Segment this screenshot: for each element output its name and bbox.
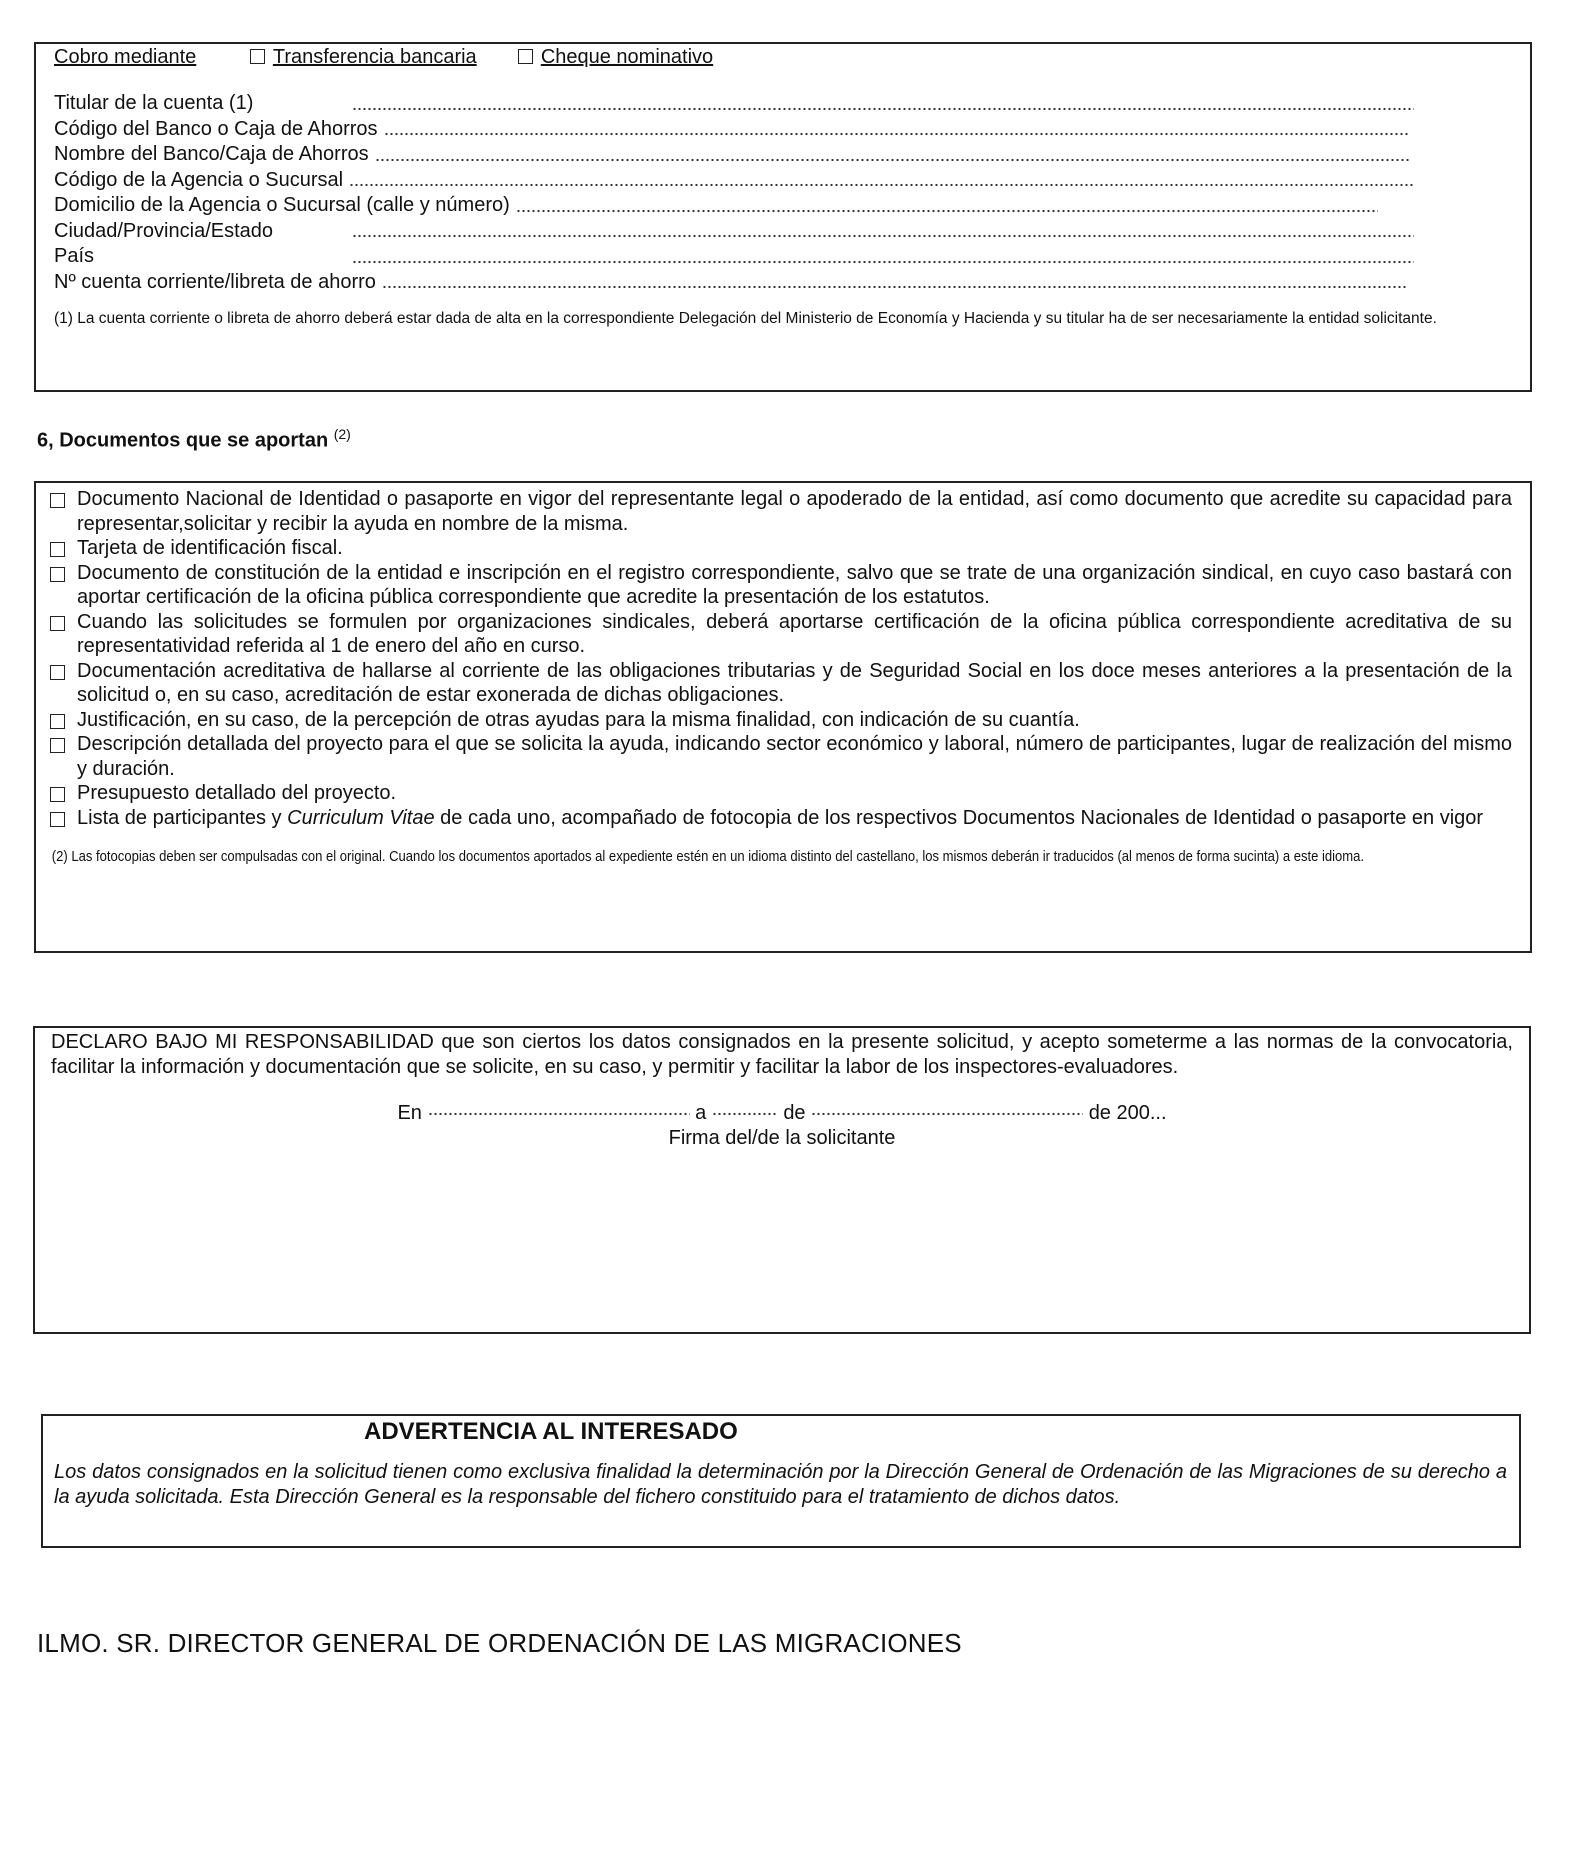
fill-line[interactable] <box>352 233 1414 239</box>
account-footnote: (1) La cuenta corriente o libreta de ahorro deberá estar dada de alta en la correspondiente Delegación del Ministerio de Economía y Hacienda y su titular ha de ser necesariamente la entidad solicitante. <box>54 310 1437 327</box>
date-de-label: de <box>783 1102 806 1124</box>
field-branch-address[interactable] <box>54 193 1512 219</box>
documents-footnote: (2) Las fotocopias deben ser compulsadas con el original. Cuando los documentos aportados al expediente estén en un idioma distinto del castellano, los mismos deberán ir traducidos (al menos de forma sucinta) a este idioma. <box>51 849 1365 865</box>
field-bank-code[interactable] <box>54 117 1512 143</box>
curriculum-vitae-text: Curriculum Vitae <box>287 806 435 829</box>
addressee: ILMO. SR. DIRECTOR GENERAL DE ORDENACIÓN DE LAS MIGRACIONES <box>37 1628 962 1658</box>
declaration-text: DECLARO BAJO MI RESPONSABILIDAD que son ciertos los datos consignados en la presente solicitud, y acepto someterme a las normas de la convocatoria, facilitar la información y documentación que se solicite, en su caso, y permitir y facilitar la labor de los inspectores-evaluadores. <box>51 1031 1513 1078</box>
document-item[interactable] <box>50 659 1512 708</box>
document-checkbox[interactable] <box>50 542 65 557</box>
declaration-section <box>33 1026 1531 1334</box>
document-text: Tarjeta de identificación fiscal. <box>77 537 343 559</box>
field-account-holder[interactable] <box>54 91 1512 117</box>
payment-method-row <box>54 46 1512 69</box>
document-text: Descripción detallada del proyecto para el que se solicita la ayuda, indicando sector económico y laboral, número de participantes, lugar de realización del mismo y duración. <box>77 733 1512 780</box>
document-item[interactable] <box>50 708 1512 733</box>
document-text: Documento de constitución de la entidad e inscripción en el registro correspondiente, salvo que se trate de una organización sindical, en cuyo caso bastará con aportar certificación de la oficina pública correspondiente que acredite la presentación de los estatutos. <box>77 561 1512 608</box>
document-text <box>77 806 1512 831</box>
participants-text-start: Lista de participantes y <box>77 806 288 829</box>
document-text: Presupuesto detallado del proyecto. <box>77 782 397 804</box>
cheque-option[interactable] <box>518 46 713 68</box>
day-fill-line[interactable] <box>712 1111 778 1117</box>
document-item[interactable] <box>50 806 1512 831</box>
field-country[interactable] <box>54 244 1512 270</box>
document-item[interactable] <box>50 487 1512 536</box>
document-checkbox[interactable] <box>50 738 65 753</box>
document-item[interactable] <box>50 536 1512 561</box>
field-label: País <box>54 245 95 267</box>
field-label: Domicilio de la Agencia o Sucursal (calle y número) <box>54 194 510 216</box>
place-fill-line[interactable] <box>428 1111 690 1117</box>
fill-line[interactable] <box>384 131 1410 137</box>
cheque-label: Cheque nominativo <box>540 46 714 68</box>
section-6-footnote-ref: (2) <box>333 426 351 442</box>
document-item[interactable] <box>50 781 1512 806</box>
notice-section <box>41 1414 1521 1548</box>
month-fill-line[interactable] <box>811 1111 1083 1117</box>
section-6-title-text: 6, Documentos que se aportan <box>37 429 329 452</box>
transfer-option[interactable] <box>250 46 477 68</box>
date-place-line <box>51 1102 1513 1125</box>
field-label: Nombre del Banco/Caja de Ahorros <box>54 143 369 165</box>
documents-section <box>34 481 1532 953</box>
fill-line[interactable] <box>375 157 1411 163</box>
document-checkbox[interactable] <box>50 567 65 582</box>
document-checkbox[interactable] <box>50 616 65 631</box>
fill-line[interactable] <box>382 284 1406 290</box>
participants-text-end: de cada uno, acompañado de fotocopia de los respectivos Documentos Nacionales de Identidad o pasaporte en vigor <box>434 806 1484 829</box>
fill-line[interactable] <box>516 208 1378 214</box>
document-checkbox[interactable] <box>50 812 65 827</box>
field-bank-name[interactable] <box>54 142 1512 168</box>
date-year-label: de 200... <box>1088 1102 1167 1124</box>
document-item[interactable] <box>50 732 1512 781</box>
payment-method-label: Cobro mediante <box>54 46 197 68</box>
section-6-title <box>37 426 351 453</box>
transfer-label: Transferencia bancaria <box>272 46 477 68</box>
bank-fields <box>54 91 1512 295</box>
document-checkbox[interactable] <box>50 665 65 680</box>
document-checkbox[interactable] <box>50 493 65 508</box>
document-item[interactable] <box>50 610 1512 659</box>
transfer-checkbox[interactable] <box>250 49 265 64</box>
date-a-label: a <box>695 1102 707 1124</box>
payment-section <box>34 42 1532 392</box>
notice-title: ADVERTENCIA AL INTERESADO <box>364 1418 738 1445</box>
signature-label: Firma del/de la solicitante <box>668 1127 896 1149</box>
fill-line[interactable] <box>352 106 1414 112</box>
fill-line[interactable] <box>349 182 1415 188</box>
field-label: Ciudad/Provincia/Estado <box>54 219 274 242</box>
document-item[interactable] <box>50 561 1512 610</box>
cheque-checkbox[interactable] <box>518 49 533 64</box>
document-text: Justificación, en su caso, de la percepción de otras ayudas para la misma finalidad, con indicación de su cuantía. <box>77 708 1080 731</box>
document-text: Documento Nacional de Identidad o pasaporte en vigor del representante legal o apoderado de la entidad, así como documento que acredite su capacidad para representar,solicitar y recibir la ayuda en nombre de la misma. <box>77 488 1512 535</box>
field-city[interactable] <box>54 219 1512 245</box>
document-checkbox[interactable] <box>50 787 65 802</box>
field-label: Código del Banco o Caja de Ahorros <box>54 117 378 140</box>
field-account-number[interactable] <box>54 270 1512 296</box>
notice-text: Los datos consignados en la solicitud tienen como exclusiva finalidad la determinación por la Dirección General de Ordenación de las Migraciones de su derecho a la ayuda solicitada. Esta Dirección General es la responsable del fichero constituido para el tratamiento de dichos datos. <box>54 1461 1507 1508</box>
fill-line[interactable] <box>352 259 1414 265</box>
document-text: Documentación acreditativa de hallarse al corriente de las obligaciones tributarias y de Seguridad Social en los doce meses anteriores a la presentación de la solicitud o, en su caso, acreditación de estar exonerada de dichas obligaciones. <box>77 659 1512 706</box>
field-label: Código de la Agencia o Sucursal <box>54 168 344 191</box>
date-en-label: En <box>397 1102 422 1124</box>
field-branch-code[interactable] <box>54 168 1512 194</box>
field-label: Nº cuenta corriente/libreta de ahorro <box>54 270 376 293</box>
document-text: Cuando las solicitudes se formulen por organizaciones sindicales, deberá aportarse certificación de la oficina pública correspondiente acreditativa de su representatividad referida al 1 de enero del año en curso. <box>77 610 1512 657</box>
document-checkbox[interactable] <box>50 714 65 729</box>
field-label: Titular de la cuenta (1) <box>54 92 254 114</box>
